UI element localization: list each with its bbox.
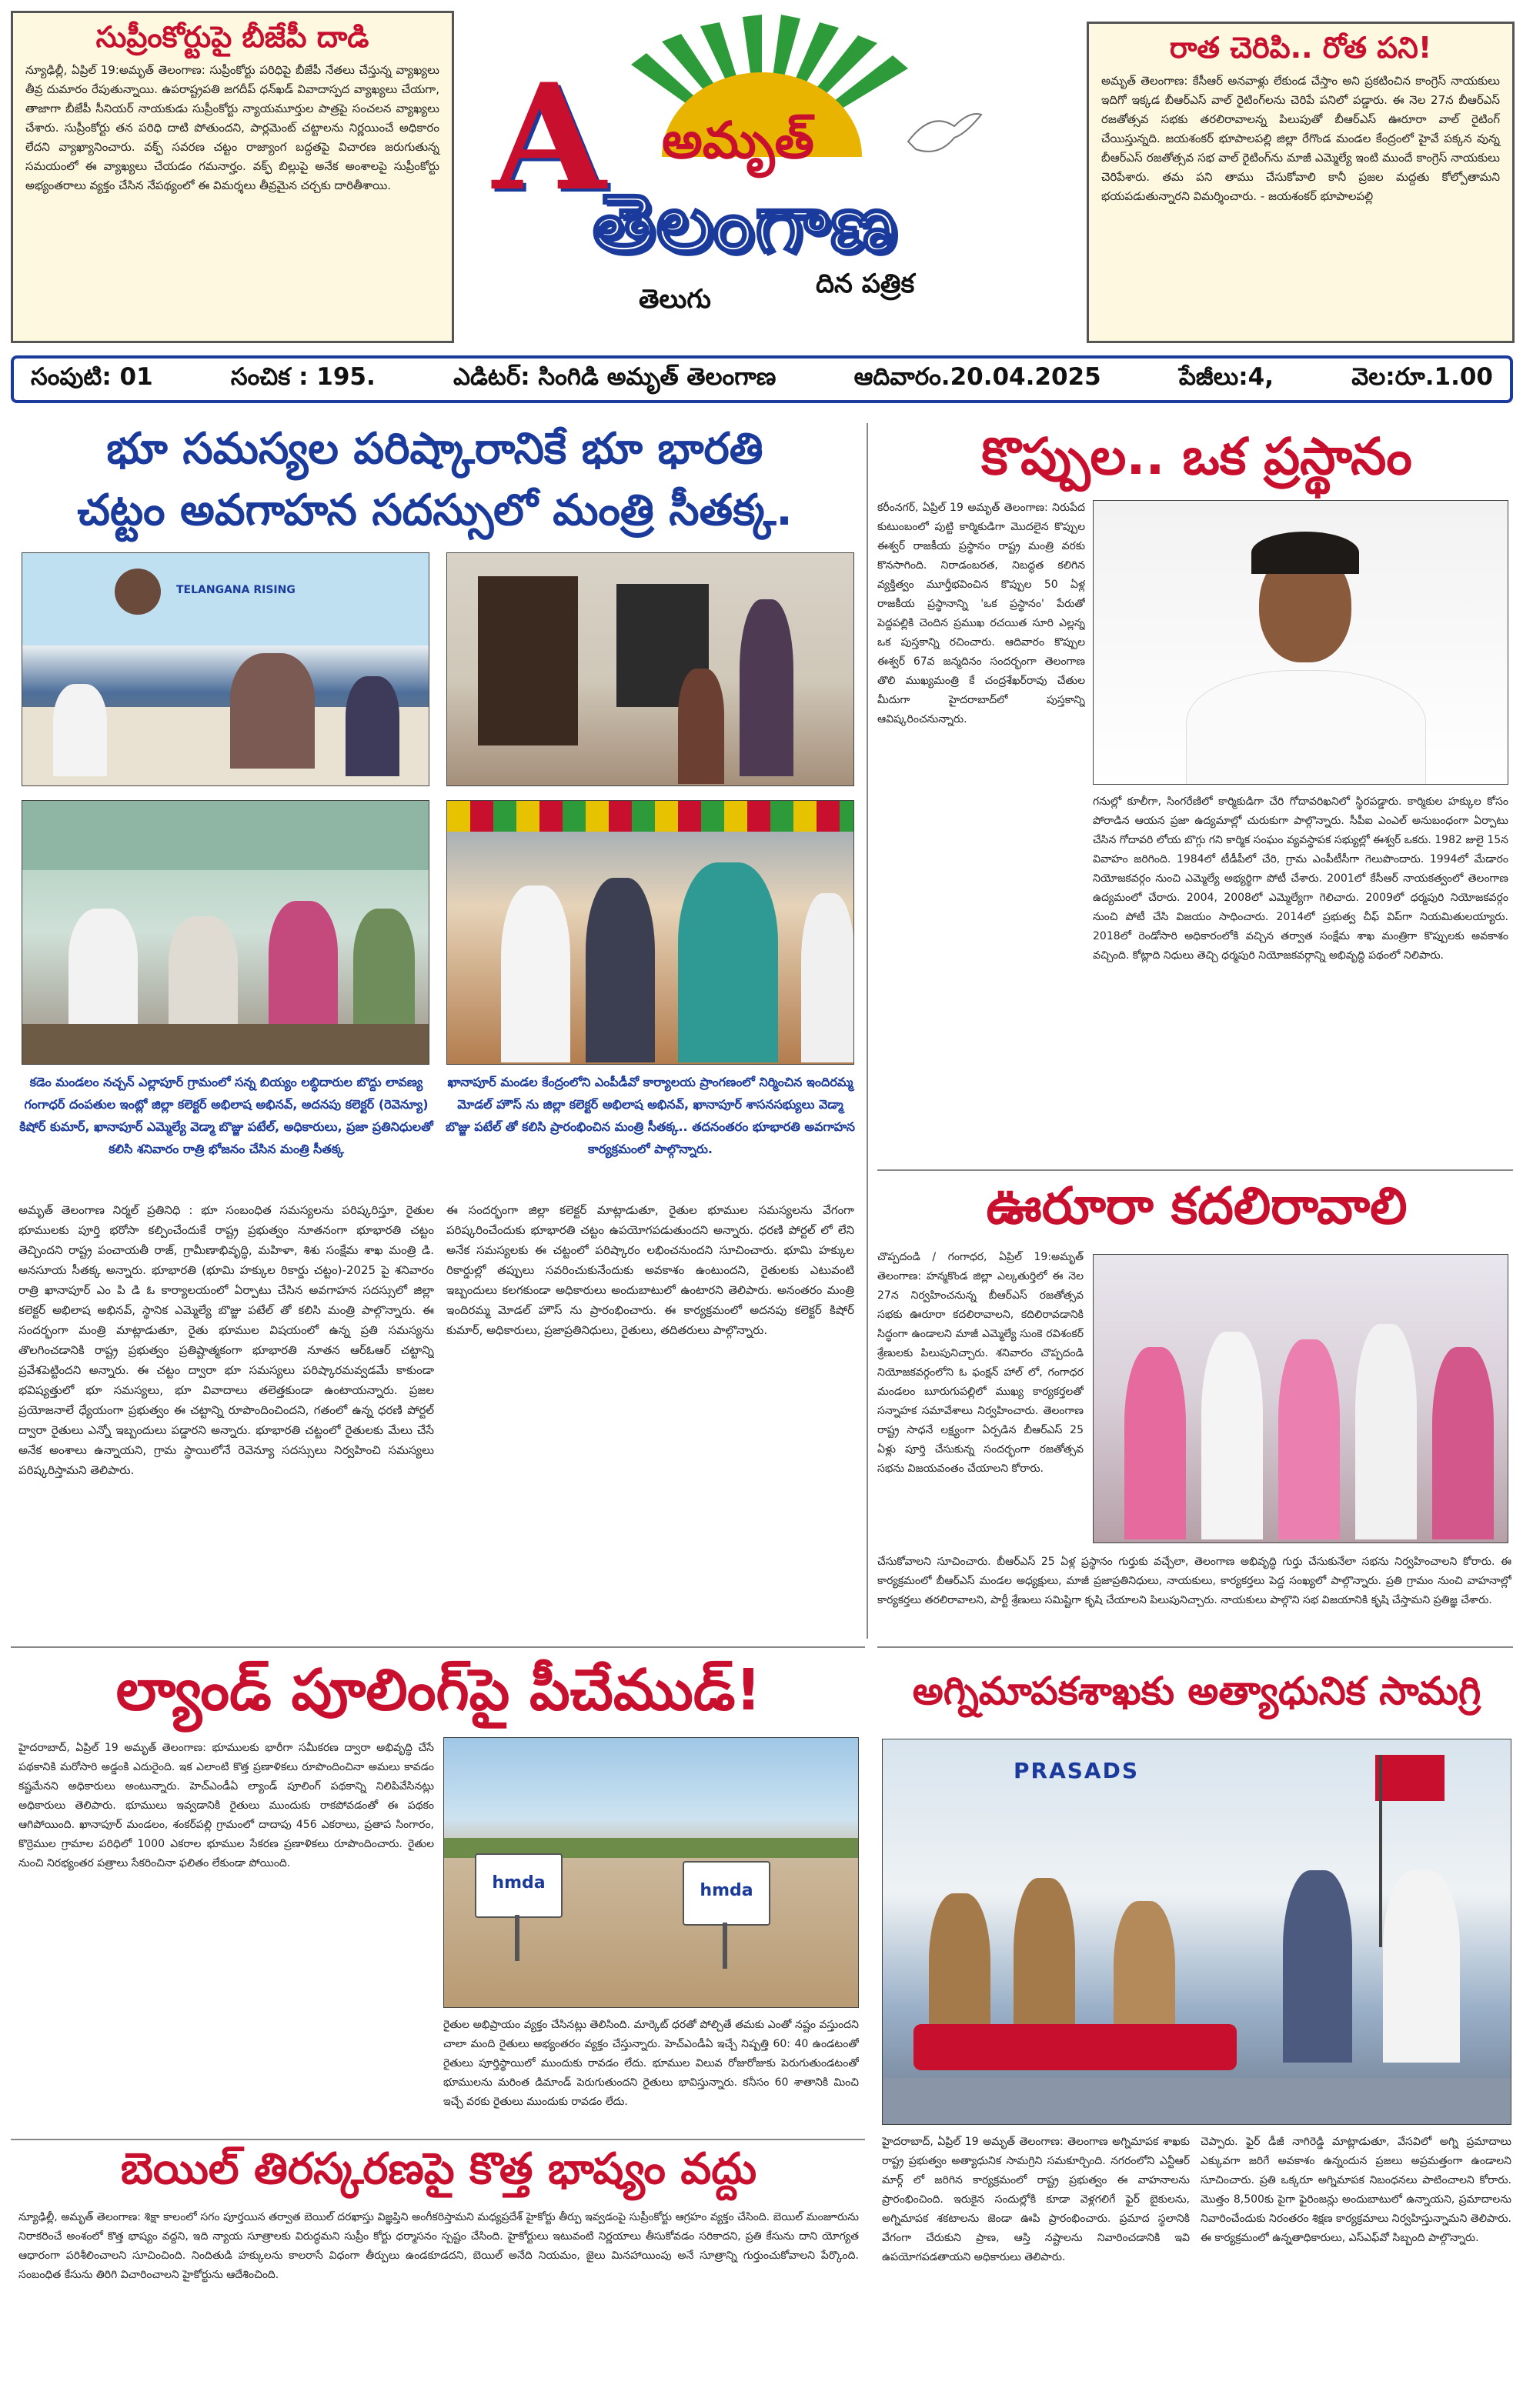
story1-body-left: అమృత్ తెలంగాణ నిర్మల్ ప్రతినిధి : భూ సంబంధిత సమస్యలను పరిష్కరిస్తూ, రైతుల భూములకు పూర్తి భరోసా కల్పించేందుకే రాష్ట్ర ప్రభుత్వం నూతనంగా భూభారతి చట్టం తెచ్చిందని రాష్ట్ర పంచాయతీ రాజ్, గ్రామీణాభివృద్ధి, మహిళా, శిశు సంక్షేమ శాఖ మంత్రి డి. అనసూయ సీతక్క అన్నారు. భూభారతి (భూమి హక్కుల రికార్డు చట్టం)-2025 పై శనివారం రాత్రి ఖానాపూర్ ఎం పి డి ఓ కార్యాలయంలో ఏర్పాటు చేసిన అవగాహన సదస్సులో జిల్లా కలెక్టర్ అభిలాష అభినవ్, స్థానిక ఎమ్మెల్యే బొజ్జు పటేల్ తో కలిసి మంత్రి పాల్గొన్నారు. ఈ సందర్భంగా మంత్రి మాట్లాడుతూ, రైతు భూముల విషయంలో ఉన్న ప్రతి సమస్యను తొలగించడానికి రాష్ట్ర ప్రభుత్వం ప్రతిష్టాత్మకంగా భూభారతి నూతన ఆర్ఓఆర్ చట్టాన్ని ప్రవేశపెట్టిందని అన్నారు. ఈ చట్టం ద్వారా భూ సమస్యలు పరిష్కారమవ్వడమే కాకుండా భవిష్యత్తులో భూ సమస్యలు, భూ వివాదాలు తలెత్తకుండా ఉంటాయన్నారు. ప్రజల ప్రయోజనాలే ధ్యేయంగా ప్రభుత్వం ఈ చట్టాన్ని రూపొందించిందని, గతంలో ఉన్న ధరణి పోర్టల్ ద్వారా రైతులు ఎన్నో ఇబ్బందులు పడ్డారని అన్నారు. భూభారతి చట్టంలో రైతులకు మేలు చేసే అనేక అంశాలు ఉన్నాయని, గ్రామ స్థాయిలోనే రెవెన్యూ సదస్సులు నిర్వహించి సమస్యలు పరిష్కరిస్తామని తెలిపారు. [18, 1203, 434, 1477]
masthead-logo [469, 11, 1054, 349]
logo-word-main: తెలంగాణ [593, 176, 899, 270]
hmda-sign-1: hmda [492, 1873, 546, 1893]
story4-headline: ల్యాండ్ పూలింగ్‌పై పీచేముడ్! [115, 1657, 762, 1723]
story2-divider [877, 1169, 1513, 1171]
story4-divider [11, 1646, 865, 1648]
left-box-text: న్యూఢిల్లీ, ఏప్రిల్ 19:అమృత్ తెలంగాణ: సుప్రీంకోర్టు పరిధిపై బీజేపీ నేతలు చేస్తున్న వ్యాఖ్యలు తీవ్ర దుమారం రేపుతున్నాయి. ఉపరాష్ట్రపతి జగదీప్ ధన్‌ఖడ్ వివాదాస్పద వ్యాఖ్యలు చేయగా, తాజాగా బీజేపీ సీనియర్ నాయకుడు సుప్రీంకోర్టు న్యాయమూర్తుల పాత్రపై సంచలన వ్యాఖ్యలు చేశారు. సుప్రీంకోర్టు తన పరిధి దాటి పోతుందని, పార్లమెంట్ చట్టాలను నిర్ణయించే అధికారం లేదని వ్యాఖ్యానించారు. వక్ఫ్ సవరణ చట్టం రాజ్యాంగ బద్ధతపై విచారణ జరుగుతున్న సమయంలో ఈ వ్యాఖ్యలు చేయడం గమనార్హం. వక్ఫ్ బిల్లుపై అనేక అంశాలపై సుప్రీంకోర్టు అభ్యంతరాలు వ్యక్తం చేసిన నేపథ్యంలో ఈ విమర్శలు తీవ్రమైన చర్చకు దారితీశాయి. [25, 62, 439, 192]
logo-type: దిన పత్రిక [816, 268, 915, 299]
left-box-headline: సుప్రీంకోర్టుపై బీజేపీ దాడి [95, 20, 369, 54]
story2-body-left: కరీంనగర్, ఏప్రిల్ 19 అమృత్ తెలంగాణ: నిరుపేద కుటుంబంలో పుట్టి కార్మికుడిగా మొదలైన కొప్పుల ఈశ్వర్ రాజకీయ ప్రస్థానం రాష్ట్ర మంత్రి వరకు కొనసాగింది. నిరాడంబరత, నిబద్ధత కలిగిన వ్యక్తిత్వం మూర్తీభవించిన కొప్పుల 50 ఏళ్ల రాజకీయ ప్రస్థానాన్ని 'ఒక ప్రస్థానం' పేరుతో పెద్దపల్లికి చెందిన ప్రముఖ రచయిత సూరి ఎల్లన్న ఒక పుస్తకాన్ని రచించారు. ఆదివారం కొప్పుల ఈశ్వర్ 67వ జన్మదినం సందర్భంగా తెలంగాణ తొలి ముఖ్యమంత్రి కే చంద్రశేఖర్‌రావు చేతుల మీదుగా హైదరాబాద్‌లో పుస్తకాన్ని ఆవిష్కరించనున్నారు. [877, 502, 1085, 725]
column-divider [867, 423, 868, 1639]
right-box-text: అమృత్ తెలంగాణ: కేసీఆర్ అనవాళ్లు లేకుండ చేస్తాం అని ప్రకటించిన కాంగ్రెస్ నాయకులు ఇదిగో ఇక్కడ బీఆర్ఎస్ వాల్ రైటింగ్‌లను చెరిపే పనిలో పడ్డారు. ఈ నెల 27న బీఆర్ఎస్ రజతోత్సవ సభకు తరలిరావాలన్న పిలుపుతో బీఆర్ఎస్ ఊరూరా వాల్ రైటింగ్ చేయిస్తున్నది. జయశంకర్ భూపాలపల్లి జిల్లా రేగొండ మండల కేంద్రంలో హైవే పక్కన వున్న బీఆర్ఎస్ రజతోత్సవ సభ వాల్ రైటింగ్‌ను మాజీ ఎమ్మెల్యే ఇంటి ముందే కాంగ్రెస్ నాయకులు చెరిపేశారు. తమ పని తాము చేసుకోవాలి కానీ ప్రజల మద్దతు కోల్పోతామని భయపడుతున్నారని విమర్శించారు. - జయశంకర్ భూపాలపల్లి [1101, 73, 1500, 203]
story5-body-left: హైదరాబాద్, ఏప్రిల్ 19 అమృత్ తెలంగాణ: తెలంగాణ అగ్నిమాపక శాఖకు రాష్ట్ర ప్రభుత్వం అత్యాధునిక సామగ్రిని సమకూర్చింది. నగరంలోని ఎన్టీఆర్ మార్గ్ లో జరిగిన కార్యక్రమంలో రాష్ట్ర ప్రభుత్వం ఈ వాహనాలను ప్రారంభించింది. ఇరుకైన సందుల్లోకి కూడా వెళ్లగలిగే ఫైర్ బైకులను, అగ్నిమాపక శకటాలను జెండా ఊపి ప్రారంభించారు. ప్రమాద స్థలానికి వేగంగా చేరుకుని ప్రాణ, ఆస్తి నష్టాలను నివారించడానికి ఇవి ఉపయోగపడతాయని అధికారులు తెలిపారు. [882, 2136, 1190, 2263]
logo-letter-a: A [493, 52, 606, 223]
story3-body-left: చొప్పదండి / గంగాధర, ఏప్రిల్ 19:అమృత్ తెలంగాణ: హన్మకొండ జిల్లా ఎల్కతుర్తిలో ఈ నెల 27న నిర్వహించనున్న బీఆర్ఎస్ రజతోత్సవ సభకు ఊరూరా కదలిరావాలని, కదిలిరావడానికి సిద్ధంగా ఉండాలని మాజీ ఎమ్మెల్యే సుంకె రవిశంకర్ శ్రేణులకు పిలుపునిచ్చారు. శనివారం చొప్పదండి నియోజకవర్గంలోని ఓ ఫంక్షన్ హాల్ లో, గంగాధర మండలం బూరుగుపల్లిలో ముఖ్య కార్యకర్తలతో సన్నాహక సమావేశాలు నిర్వహించారు. తెలంగాణ రాష్ట్ర సాధనే లక్ష్యంగా ఏర్పడిన బీఆర్ఎస్ 25 ఏళ్లు పూర్తి చేసుకున్న సందర్భంగా రజతోత్సవ సభను విజయవంతం చేయాలని కోరారు. [877, 1251, 1084, 1475]
story6-text: న్యూఢిల్లీ, అమృత్ తెలంగాణ: శిక్షా కాలంలో సగం పూర్తయిన తర్వాత బెయిల్ దరఖాస్తు విజ్ఞప్తిని అంగీకరిస్తామని మధ్యప్రదేశ్ హైకోర్టు తీర్పు ఇవ్వడంపై సుప్రీంకోర్టు ఆగ్రహం వ్యక్తం చేసింది. బెయిల్ మంజూరును నిరాకరించే అంశంలో కొత్త భాష్యం వద్దని, ఇది న్యాయ సూత్రాలకు విరుద్ధమని సుప్రీం కోర్టు ధర్మాసనం స్పష్టం చేసింది. హైకోర్టులు ఇటువంటి నిర్ణయాలు తీసుకోవడం సరికాదని, ప్రతి కేసును దాని యోగ్యత ఆధారంగా పరిశీలించాలని సూచించింది. నిందితుడి హక్కులను కాలరాసే విధంగా తీర్పులు ఉండకూడదని, బెయిల్ అనేది నియమం, జైలు మినహాయింపు అనే సూత్రాన్ని గుర్తుంచుకోవాలని పేర్కొంది. సంబంధిత కేసును తిరిగి విచారించాలని హైకోర్టును ఆదేశించింది. [18, 2211, 859, 2281]
story1-photo-meeting [22, 552, 429, 786]
logo-language: తెలుగు [639, 284, 711, 315]
story4-land-photo [443, 1737, 859, 2008]
story1-photo-opening [446, 800, 854, 1065]
dateline-pages: పేజీలు:4, [1178, 362, 1274, 391]
story1-caption-left: కడెం మండలం నచ్చన్ ఎల్లాపూర్ గ్రామంలో సన్న బియ్యం లబ్ధిదారుల బొద్దు లావణ్య గంగాధర్ దంపతుల ఇంట్లో జిల్లా కలెక్టర్ అభిలాష అభినవ్, అదనపు కలెక్టర్ (రెవెన్యూ) కిషోర్ కుమార్, ఖానాపూర్ ఎమ్మెల్యే వెడ్మా బొజ్జు పటేల్, అధికారులు, ప్రజా ప్రతినిధులతో కలిసి శనివారం రాత్రి భోజనం చేసిన మంత్రి సీతక్క [19, 1075, 433, 1156]
story5-headline: అగ్నిమాపకశాఖకు అత్యాధునిక సామగ్రి [912, 1669, 1481, 1713]
story5-firebike-photo [882, 1739, 1511, 2125]
dateline-volume: సంపుటి: 01 [31, 362, 153, 391]
dateline-price: వెల:రూ.1.00 [1351, 362, 1493, 391]
story6-headline: బెయిల్ తిరస్కరణపై కొత్త భాష్యం వద్దు [120, 2144, 757, 2194]
dateline-bar [11, 355, 1513, 403]
story1-headline-line2: చట్టం అవగాహన సదస్సులో మంత్రి సీతక్క. [77, 485, 793, 535]
story3-body-right: చేసుకోవాలని సూచించారు. బీఆర్ఎస్ 25 ఏళ్ల ప్రస్థానం గుర్తుకు వచ్చేలా, తెలంగాణ అభివృద్ధి గుర్తు చేసుకునేలా సభను నిర్వహించాలని కోరారు. ఈ కార్యక్రమంలో బీఆర్ఎస్ మండల అధ్యక్షులు, మాజీ ప్రజాప్రతినిధులు, నాయకులు, కార్యకర్తలు పెద్ద సంఖ్యలో పాల్గొన్నారు. ప్రతి గ్రామం నుంచి వాహనాల్లో కార్యకర్తలు తరలిరావాలని, పార్టీ శ్రేణులు సమిష్టిగా కృషి చేయాలని పిలుపునిచ్చారు. నాయకులు పాల్గొని సభ విజయానికి కృషి చేస్తామని ప్రతిజ్ఞ చేశారు. [877, 1556, 1511, 1606]
story3-meeting-photo [1093, 1254, 1508, 1543]
dateline-date: ఆదివారం.20.04.2025 [853, 362, 1101, 391]
story5-body-right: చెప్పారు. ఫైర్ డీజీ నాగిరెడ్డి మాట్లాడుతూ, వేసవిలో అగ్ని ప్రమాదాలు ఎక్కువగా జరిగే అవకాశం ఉన్నందున ప్రజలు అప్రమత్తంగా ఉండాలని సూచించారు. ప్రతి ఒక్కరూ అగ్నిమాపక నిబంధనలు పాటించాలని కోరారు. మొత్తం 8,500కు పైగా ఫైరింజన్లు అందుబాటులో ఉన్నాయని, ప్రమాదాలను నివారించేందుకు నిరంతరం శిక్షణ కార్యక్రమాలు నిర్వహిస్తున్నామని తెలిపారు. ఈ కార్యక్రమంలో ఉన్నతాధికారులు, ఎస్ఎఫ్‌వో సిబ్బంది పాల్గొన్నారు. [1201, 2136, 1511, 2244]
story6-divider [11, 2139, 865, 2140]
story3-headline: ఊరూరా కదలిరావాలి [986, 1176, 1408, 1236]
right-box-headline: రాత చెరిపి.. రోత పని! [1169, 31, 1432, 65]
story2-headline: కొప్పుల.. ఒక ప్రస్థానం [981, 427, 1412, 486]
dateline-editor: ఎడిటర్: సింగిడి అమృత్ తెలంగాణ [453, 362, 777, 391]
story4-body-left: హైదరాబాద్, ఏప్రిల్ 19 అమృత్ తెలంగాణ: భూములకు భారీగా సమీకరణ ద్వారా అభివృద్ధి చేసే పథకానికి మరోసారి అడ్డంకి ఎదురైంది. ఇక ఎలాంటి కొత్త ప్రణాళికలు రూపొందించినా అమలు కావడం కష్టమేనని అధికారులు అంటున్నారు. హెచ్ఎండీఏ ల్యాండ్ పూలింగ్ పథకాన్ని నిలిపివేసినట్లు అధికారులు తెలిపారు. భూములు ఇవ్వడానికి రైతులు ముందుకు రాకపోవడంతో ఈ పథకం ఆగిపోయింది. ఖానాపూర్ మండలం, శంకర్‌పల్లి గ్రామంలో దాదాపు 456 ఎకరాలు, ప్రతాప సింగారం, కొర్రెముల గ్రామాల పరిధిలో 1000 ఎకరాల భూముల సేకరణ ప్రణాళికలు రూపొందించారు. రైతుల నుంచి నిరభ్యంతర పత్రాలు సేకరించినా ఫలితం లేకుండా పోయింది. [18, 1742, 434, 1869]
dateline-issue: సంచిక : 195. [230, 362, 376, 391]
right-news-box [1087, 22, 1515, 343]
story2-body-right: గనుల్లో కూలీగా, సింగరేణిలో కార్మికుడిగా చేరి గోదావరిఖనిలో స్థిరపడ్డారు. కార్మికుల హక్కుల కోసం పోరాడిన ఆయన ప్రజా ఉద్యమాల్లో చురుకుగా పాల్గొన్నారు. సీపీఐ ఎంఎల్ అనుబంధంగా ఏర్పాటు చేసిన గోదావరి లోయ బొగ్గు గని కార్మిక సంఘం వ్యవస్థాపక సభ్యుల్లో ఈశ్వర్ ఒకరు. 1982 జులై 15న వివాహం జరిగింది. 1984లో టీడీపీలో చేరి, గ్రామ ఎంపీటీసీగా గెలుపొందారు. 1994లో మేడారం నియోజకవర్గం నుంచి ఎమ్మెల్యే అభ్యర్థిగా పోటీ చేశారు. 2001లో కేసీఆర్ నాయకత్వంలో తెలంగాణ ఉద్యమంలో చేరారు. 2004, 2008లో ఎమ్మెల్యేగా గెలిచారు. 2009లో ధర్మపురి నియోజకవర్గం నుంచి పోటీ చేసి విజయం సాధించారు. 2014లో ప్రభుత్వ చీఫ్ విప్‌గా నియమితులయ్యారు. 2018లో రెండోసారి అధికారంలోకి వచ్చిన తర్వాత సంక్షేమ శాఖ మంత్రిగా కొప్పులకు అవకాశం వచ్చింది. కోట్లాది నిధులు తెచ్చి ధర్మపురి నియోజకవర్గాన్ని అభివృద్ధి పథంలో నిలిపారు. [1093, 795, 1508, 962]
story2-portrait-photo [1093, 500, 1508, 785]
story1-photo-dinner [22, 800, 429, 1065]
story1-body-right: ఈ సందర్భంగా జిల్లా కలెక్టర్ మాట్లాడుతూ, రైతుల భూముల సమస్యలను వేగంగా పరిష్కరించేందుకు భూభారతి చట్టం ఉపయోగపడుతుందని అన్నారు. ధరణి పోర్టల్ లో లేని అనేక సమస్యలకు ఈ చట్టంలో పరిష్కారం లభించనుందని సూచించారు. భూమి హక్కుల రికార్డుల్లో తప్పులు సవరించుకునేందుకు అవకాశం ఉంటుందని, రైతులకు ఎటువంటి ఇబ్బందులు కలగకుండా అధికారులు అందుబాటులో ఉంటారని తెలిపారు. అనంతరం మంత్రి ఇందిరమ్మ మోడల్ హౌస్ ను ప్రారంభించారు. ఈ కార్యక్రమంలో అదనపు కలెక్టర్ కిషోర్ కుమార్, అధికారులు, ప్రజాప్రతినిధులు, రైతులు, తదితరులు పాల్గొన్నారు. [446, 1203, 854, 1337]
story1-photo-house [446, 552, 854, 786]
logo-word-top: అమృత్ [662, 111, 814, 170]
left-news-box [11, 11, 454, 343]
story1-headline-line1: భూ సమస్యల పరిష్కారానికే భూ భారతి [106, 424, 763, 474]
story5-divider [877, 1646, 1513, 1648]
prasads-sign: PRASADS [1014, 1758, 1139, 1783]
story4-body-right: రైతుల అభిప్రాయం వ్యక్తం చేసినట్లు తెలిసింది. మార్కెట్ ధరతో పోల్చితే తమకు ఎంతో నష్టం వస్తుందని చాలా మంది రైతులు అభ్యంతరం వ్యక్తం చేస్తున్నారు. హెచ్ఎండీఏ ఇచ్చే నిష్పత్తి 60: 40 ఉండటంతో రైతులు పూర్తిస్థాయిలో ముందుకు రావడం లేదు. భూముల విలువ రోజురోజుకు పెరుగుతుండటంతో భూములను మరింత డిమాండ్ పెరుగుతుందని రైతులు భావిస్తున్నారు. కనీసం 60 శాతానికి మించి ఇచ్చే వరకు రైతులు ముందుకు రావడం లేదు. [443, 2019, 859, 2108]
hmda-sign-2: hmda [700, 1881, 753, 1900]
story1-caption-right: ఖానాపూర్ మండల కేంద్రంలోని ఎంపీడీవో కార్యాలయ ప్రాంగణంలో నిర్మించిన ఇందిరమ్మ మోడల్ హౌస్ ను జిల్లా కలెక్టర్ అభిలాష అభినవ్, ఖానాపూర్ శాసనసభ్యులు వెడ్మా బొజ్జు పటేల్ తో కలిసి ప్రారంభించిన మంత్రి సీతక్క.. తదనంతరం భూభారతి అవగాహన కార్యక్రమంలో పాల్గొన్నారు. [445, 1075, 856, 1156]
dove-icon [900, 103, 985, 165]
photo-banner-text: TELANGANA RISING [176, 584, 296, 596]
